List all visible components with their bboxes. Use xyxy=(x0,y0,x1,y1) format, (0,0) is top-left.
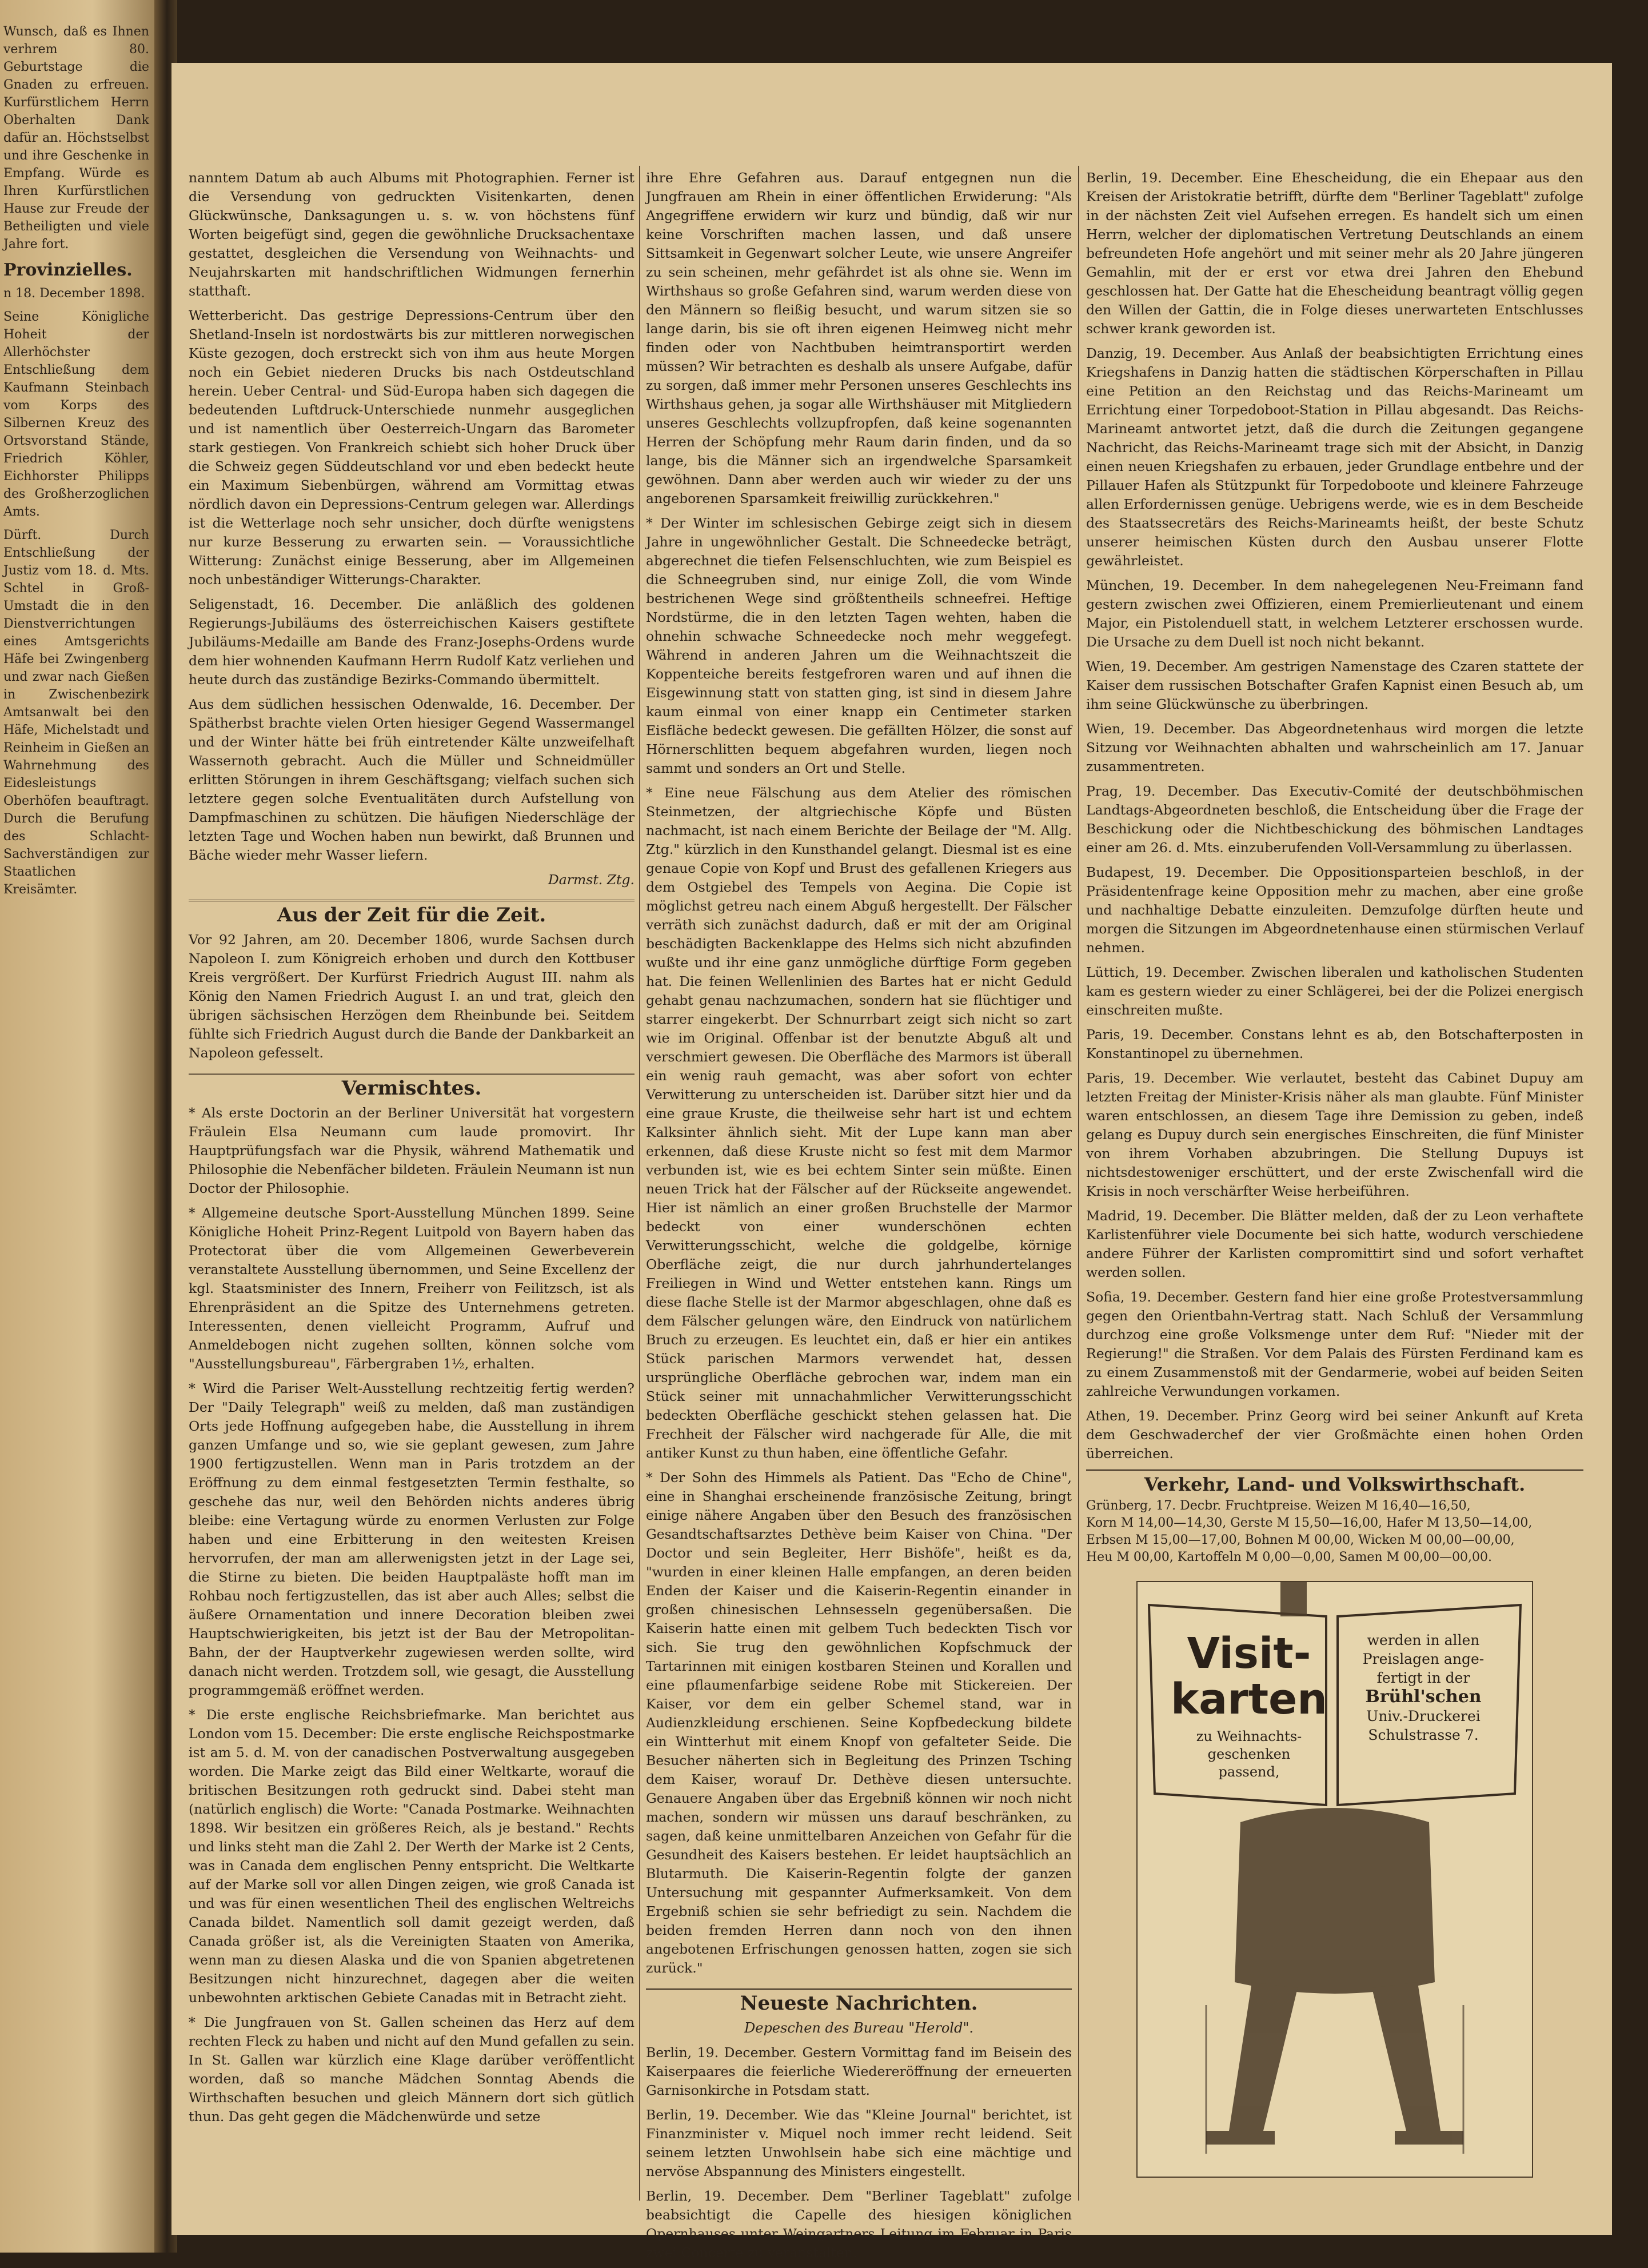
ad-right-panel xyxy=(1343,1631,1503,1744)
left-heading: Provinzielles. xyxy=(3,260,133,280)
figure-leg-left-icon xyxy=(1229,1982,1298,2131)
news-wien-1: Wien, 19. December. Am gestrigen Namenstage des Czaren stattete der Kaiser dem russischen Botschafter Grafen Kapnist einen Besuch ab, um ihm seine Glückwünsche zu überbringen. xyxy=(1086,658,1583,712)
figure-leg-right-icon xyxy=(1372,1982,1440,2131)
column-rule-2 xyxy=(1078,166,1079,2201)
news-berlin-1: Berlin, 19. December. Gestern Vormittag fand im Beisein des Kaiserpaares die feierliche Wiedereröffnung der erneuerten Garnisonkirche in Potsdam statt. xyxy=(646,2045,1072,2098)
article-briefmarke: * Die erste englische Reichsbriefmarke. Man berichtet aus London vom 15. December: Die erste englische Reichspostmarke ist am 5. d. M. von der canadischen Postverwaltung ausgegeben worden. Die Marke zeigt das Bild einer Weltkarte, worauf die britischen Besitzungen roth gedruckt sind. Dabei steht man (natürlich englisch) die Worte: "Canada Postmarke. Weihnachten 1898. Wir besitzen ein größeres Reich, als je bestand." Rechts und links steht man die Zahl 2. Der Werth der Marke ist 2 Cents, was in Canada dem englischen Penny entspricht. Die Weltkarte auf der Marke soll vor allen Dingen zeigen, wie groß Canada ist und was für einen wesentlichen Theil des englischen Weltreichs Canada bildet. Namentlich soll damit gezeigt werden, daß Canada größer ist, als die Vereinigten Staaten von Amerika, wenn man zu diesen Alaska und die von Spanien abgetretenen Besitzungen nicht hinzurechnet, dagegen aber die weiten unbewohnten arktischen Gebiete Canadas mit in Betracht zieht. xyxy=(189,1707,635,2006)
left-date: n 18. December 1898. xyxy=(3,286,145,301)
news-paris-1: Paris, 19. December. Constans lehnt es ab, den Botschafterposten in Konstantinopel zu übernehmen. xyxy=(1086,1027,1583,1061)
shoe-left-icon xyxy=(1206,2131,1275,2145)
article-st-gallen: * Die Jungfrauen von St. Gallen scheinen das Herz auf dem rechten Fleck zu haben und nicht auf den Mund gefallen zu sein. In St. Gallen war kürzlich eine Klage darüber veröffentlicht worden, daß so manche Mädchen Sonntag Abends die Wirthschaften besuchen und gleich Männern dort sich gütlich thun. Das geht gegen die Mädchenwürde und setze xyxy=(189,2014,635,2125)
news-budapest: Budapest, 19. December. Die Oppositionsparteien beschloß, in der Präsidentenfrage keine Opposition mehr zu machen, aber eine große und nachhaltige Debatte einzuleiten. Demzufolge dürften heute und morgen die Sitzungen im Abgeordnetenhause einen stürmischen Verlauf nehmen. xyxy=(1086,864,1583,956)
ad-title-visit: Visit- xyxy=(1187,1629,1311,1678)
market-row: Korn M 14,00—14,30, Gerste M 15,50—16,00, Hafer M 13,50—14,00, xyxy=(1086,1516,1533,1530)
shoe-right-icon xyxy=(1395,2131,1463,2145)
ad-right-line: werden in allen xyxy=(1367,1632,1480,1648)
market-row: Erbsen M 15,00—17,00, Bohnen M 00,00, Wicken M 00,00—00,00, xyxy=(1086,1533,1515,1547)
section-subtitle-herold: Depeschen des Bureau "Herold". xyxy=(744,2020,973,2036)
article-doktorin: * Als erste Doctorin an der Berliner Universität hat vorgestern Fräulein Elsa Neumann cum laude promovirt. Ihr Hauptprüfungsfach war die Physik, während Mathematik und Philosophie die Nebenfächer bildeten. Fräulein Neumann ist nun Doctor der Philosophie. xyxy=(189,1105,635,1196)
article-paris-ausstellung: * Wird die Pariser Welt-Ausstellung rechtzeitig fertig werden? Der "Daily Telegraph" weiß zu melden, daß man zuständigen Orts jede Hoffnung aufgegeben habe, die Ausstellung in ihrem ganzen Umfange und so, wie sie geplant gewesen, zum Jahre 1900 fertigzustellen. Wenn man in Paris trotzdem an der Eröffnung zu dem einmal festgesetzten Termin festhalte, so geschehe das nur, weil den Behörden nichts anderes übrig bleibe: eine Vertagung würde zu enormen Verlusten zur Folge haben und eine Erbitterung in den weitesten Kreisen hervorrufen, der man am allerwenigsten jetzt in der Lage sei, die Stirne zu bieten. Die beiden Hauptpaläste hofft man im Rohbau noch fertigzustellen, das ist aber auch Alles; selbst die äußere Ornamentation und innere Decoration bleiben zwei Hauptschwierigkeiten, bis jetzt ist der Bau der Metropolitan-Bahn, der der Hauptverkehr zugewiesen werden sollte, wird danach nicht werden. Trotzdem soll, wie gesagt, die Ausstellung programmgemäß eröffnet werden. xyxy=(189,1380,635,1698)
article-drucksachen: nanntem Datum ab auch Albums mit Photographien. Ferner ist die Versendung von gedruckten Visitenkarten, denen Glückwünsche, Danksagungen u. s. w. von höchstens fünf Worten beigefügt sind, gegen die gewöhnliche Drucksachentaxe gestattet, desgleichen die Versendung von Weihnachts- und Neujahrskarten mit handschriftlichen Widmungen fernerhin statthaft. xyxy=(189,170,635,299)
news-madrid: Madrid, 19. December. Die Blätter melden, daß der zu Leon verhaftete Karlistenführer viele Documente bei sich hatte, wodurch verschiedene andere Führer der Karlisten compromittirt sind und sofort verhaftet werden sollen. xyxy=(1086,1208,1583,1280)
news-athen: Athen, 19. December. Prinz Georg wird bei seiner Ankunft auf Kreta dem Geschwaderchef der vier Großmächte einen hohen Orden überreichen. xyxy=(1086,1408,1583,1462)
section-title-vermischtes: Vermischtes. xyxy=(189,1073,635,1098)
market-row: Grünberg, 17. Decbr. Fruchtpreise. Weizen M 16,40—16,50, xyxy=(1086,1499,1471,1513)
article-zeit: Vor 92 Jahren, am 20. December 1806, wurde Sachsen durch Napoleon I. zum Königreich erhoben und durch den Kottbuser Kreis vergrößert. Der Kurfürst Friedrich August III. nahm als König den Namen Friedrich August I. an und trat, gleich den übrigen sächsischen Herzögen dem Rheinbunde bei. Seitdem fühlte sich Friedrich August durch die Bande der Dankbarkeit an Napoleon gefesselt. xyxy=(189,932,635,1061)
page-top-margin xyxy=(171,63,1612,160)
ad-left-line: geschenken xyxy=(1207,1746,1291,1762)
news-prag: Prag, 19. December. Das Executiv-Comité der deutschböhmischen Landtags-Abgeordneten beschloß, die Entscheidung über die Frage der Beschickung oder die Nichtbeschickung des böhmischen Landtages einer am 26. d. Mts. einzuberufenden Voll-Versammlung zu überlassen. xyxy=(1086,783,1583,856)
news-danzig: Danzig, 19. December. Aus Anlaß der beabsichtigten Errichtung eines Kriegshafens in Danzig hatten die städtischen Körperschaften in Pillau eine Petition an den Reichstag und das Reichs-Marineamt um Errichtung einer Torpedoboot-Station in Pillau abgesandt. Das Reichs-Marineamt antwortet jetzt, daß die durch die Zeitungen gegangene Nachricht, das Reichs-Marineamt trage sich mit der Absicht, in Danzig einen neuen Kriegshafen zu erbauen, jeder Grundlage entbehre und der Pillauer Hafen als Stützpunkt für Torpedoboote und kleinere Fahrzeuge allen Erfordernissen genüge. Uebrigens werde, wie es in dem Bescheide des Staatssecretärs des Reichs-Marineamts heißt, der beste Schutz unserer heimischen Küsten durch den Ausbau unserer Flotte gewährleistet. xyxy=(1086,345,1583,569)
column-3 xyxy=(1086,169,1583,2178)
news-muenchen: München, 19. December. In dem nahegelegenen Neu-Freimann fand gestern zwischen zwei Offizieren, einem Premierlieutenant und einem Major, ein Pistolenduell statt, in welchem Letzterer erschossen wurde. Die Ursache zu dem Duell ist noch nicht bekannt. xyxy=(1086,577,1583,650)
signature-darmst: Darmst. Ztg. xyxy=(548,872,635,888)
visitenkarten-advertisement xyxy=(1136,1581,1533,2178)
section-title-neueste: Neueste Nachrichten. xyxy=(646,1988,1072,2013)
news-luettich: Lüttich, 19. December. Zwischen liberalen und katholischen Studenten kam es gestern wieder zu einer Schlägerei, bei der die Polizei energisch einschreiten mußte. xyxy=(1086,964,1583,1018)
article-st-gallen-cont: ihre Ehre Gefahren aus. Darauf entgegnen nun die Jungfrauen am Rhein in einer öffentlichen Erwiderung: "Als Angegriffene erwidern wir kurz und bündig, daß wir nur keine Vorschriften machen lassen, und daß unsere Sittsamkeit in Gegenwart solcher Leute, wie unsere Angreifer zu sein scheinen, mehr gefährdet ist als ohne sie. Wenn im Wirthshaus so große Gefahren sind, warum werden diese von den Männern so fleißig besucht, und warum sitzen sie so lange darin, bis sie oft ihren eigenen Heimweg nicht mehr finden oder von Nachtbuben heimtransportirt werden müssen? Wir betrachten es deshalb als unsere Aufgabe, dafür zu sorgen, daß immer mehr Personen unseres Geschlechts ins Wirthshaus gehen, ja sogar alle Wirthshäuser mit Mitgliedern unseres Geschlechts vollzupfropfen, daß keine sogenannten Herren der Schöpfung mehr Raum darin finden, und da so lange, bis die Männer sich an irgendwelche Sparsamkeit gewöhnen. Dann aber werden auch wir wieder zu der uns angeborenen Sparsamkeit freiwillig zurückkehren." xyxy=(646,170,1072,506)
left-page-fragment xyxy=(0,0,154,2253)
ad-right-line: Schulstrasse 7. xyxy=(1368,1727,1479,1743)
news-sofia: Sofia, 19. December. Gestern fand hier eine große Protestversammlung gegen den Orientbahn-Vertrag statt. Nach Schluß der Versammlung durchzog eine große Volksmenge unter dem Ruf: "Nieder mit der Regierung!" die Straßen. Vor dem Palais des Fürsten Ferdinand kam es zu einem Zusammenstoß mit der Gendarmerie, wobei auf beiden Seiten zahlreiche Verwundungen vorkamen. xyxy=(1086,1289,1583,1399)
article-winter: * Der Winter im schlesischen Gebirge zeigt sich in diesem Jahre in ungewöhnlicher Gestalt. Die Schneedecke beträgt, abgerechnet die tiefen Felsenschluchten, wie zum Beispiel es die Schneegruben sind, nur einige Zoll, die vom Winde bestrichenen Wege sind größtentheils schneefrei. Heftige Nordstürme, die in den letzten Tagen wehten, haben die ohnehin schwache Schneedecke noch mehr weggefegt. Während in anderen Jahren um die Weihnachtszeit die Koppenteiche bereits festgefroren waren und auf ihnen die Eisgewinnung statt von statten ging, ist sind in diesem Jahre kaum einmal von einer knapp ein Centimeter starken Eisfläche bedeckt gewesen. Die gefällten Hölzer, die sonst auf Hörnerschlitten bequem abgefahren wurden, liegen noch sammt und sonders an Ort und Stelle. xyxy=(646,515,1072,776)
left-fragment-2: Seine Königliche Hoheit der Allerhöchster Entschließung dem Kaufmann Steinbach vom Korps des Silbernen Kreuz des Ortsvorstand Stände, Friedrich Köhler, Eichhorster Philipps des Großherzoglichen Amts. xyxy=(3,310,149,519)
ad-left-line: passend, xyxy=(1218,1764,1280,1780)
column-1 xyxy=(189,169,635,2132)
column-2 xyxy=(646,169,1072,2268)
ad-left-panel xyxy=(1166,1631,1332,1781)
section-title-zeit: Aus der Zeit für die Zeit. xyxy=(189,900,635,925)
market-section xyxy=(1086,1469,1583,1566)
article-seligenstadt: Seligenstadt, 16. December. Die anläßlich des goldenen Regierungs-Jubiläums des österreichischen Kaisers gestiftete Jubiläums-Medaille am Bande des Franz-Josephs-Ordens wurde dem hier wohnenden Kaufmann Herrn Rudolf Katz verliehen und heute durch das zuständige Bezirks-Commando übermittelt. xyxy=(189,596,635,688)
news-paris-2: Paris, 19. December. Wie verlautet, besteht das Cabinet Dupuy am letzten Freitag der Minister-Krisis näher als man glaubte. Fünf Minister waren entschlossen, an diesem Tage ihre Demission zu geben, indeß gelang es Dupuy durch sein energisches Einschreiten, die fünf Minister von ihrem Vorhaben abzubringen. Die Stellung Dupuys ist nichtsdestoweniger erschüttert, und der erste Zwischenfall wird die Krisis in noch verschärfter Weise herbeiführen. xyxy=(1086,1070,1583,1199)
ad-left-line: zu Weihnachts- xyxy=(1196,1728,1302,1744)
article-sohn-des-himmels: * Der Sohn des Himmels als Patient. Das "Echo de Chine", eine in Shanghai erscheinende französische Zeitung, bringt einige nähere Angaben über den Besuch des französischen Gesandtschaftsarztes Dethève beim Kaiser von China. "Der Doctor und sein Begleiter, Herr Bishöfe", heißt es da, "wurden in einer kleinen Halle empfangen, an deren beiden Enden der Kaiser und die Kaiserin-Regentin einander in großen chinesischen Lehnsesseln gegenübersaßen. Die Kaiserin hatte einen mit gelbem Tuch bedeckten Tisch vor sich. Sie trug den gewöhnlichen Kopfschmuck der Tartarinnen mit einigen kostbaren Steinen und Korallen und eine pflaumenfarbige seidene Robe mit Stickereien. Der Kaiser, vor dem ein gelber Schemel stand, war in Audienzkleidung erschienen. Seine Kopfbedeckung bildete ein Wintterhut mit einem Knopf von gefalteter Seide. Die Besucher näherten sich in Begleitung des Prinzen Tsching dem Kaiser, worauf Dr. Dethève diesen untersuchte. Genauere Angaben über das Ergebniß können wir noch nicht machen, sondern wir müssen uns darauf beschränken, zu sagen, daß keine unmittelbaren Anzeichen von Gefahr für die Gesundheit des Kaisers bestehen. Er leidet hauptsächlich an Blutarmuth. Die Kaiserin-Regentin folgte der ganzen Untersuchung mit gespannter Aufmerksamkeit. Von dem Ergebniß schien sie sehr befriedigt zu sein. Nachdem die beiden fremden Herren dann noch von den ihnen angebotenen Erfrischungen genossen hatten, zogen sie sich zurück." xyxy=(646,1470,1072,1976)
ad-right-line: Preislagen ange- xyxy=(1362,1651,1485,1667)
ad-title-karten: karten xyxy=(1171,1675,1327,1724)
newspaper-page xyxy=(171,63,1612,2261)
article-sport: * Allgemeine deutsche Sport-Ausstellung München 1899. Seine Königliche Hoheit Prinz-Regent Luitpold von Bayern haben das Protectorat über die vom Allgemeinen Gewerbeverein veranstaltete Ausstellung übernommen, und Seine Excellenz der kgl. Staatsminister des Innern, Freiherr von Feilitzsch, ist als Ehrenpräsident an die Spitze des Unternehmens getreten. Interessenten, denen vielleicht Programm, Aufruf und Anmeldebogen nicht zugehen sollten, können solche vom "Ausstellungsbureau", Färbergraben 1½, erhalten. xyxy=(189,1205,635,1372)
ad-right-line: Univ.-Druckerei xyxy=(1366,1708,1481,1724)
article-faelschung: * Eine neue Fälschung aus dem Atelier des römischen Steinmetzen, der altgriechische Köpfe und Büsten nachmacht, ist nach einem Berichte der Beilage der "M. Allg. Ztg." kürzlich in den Kunsthandel gelangt. Diesmal ist es eine genaue Copie von Kopf und Brust des gefallenen Kriegers aus dem Ostgiebel des Tempels von Aegina. Die Copie ist möglichst getreu nach einem Abguß hergestellt. Der Fälscher verräth sich zunächst dadurch, daß er mit der am Original beschädigten Backenklappe des Helms sich nicht abzufinden wußte und ihr eine ganz unmögliche dürftige Form gegeben hat. Die feinen Wellenlinien des Bartes hat er nicht Geduld gehabt genau nachzumachen, sondern hat sie flüchtiger und starrer eingekerbt. Der Schnurrbart zeigt sich nicht so zart wie im Original. Offenbar ist der benutzte Abguß alt und verschmiert gewesen. Die Oberfläche des Marmors ist überall ein wenig rauh gemacht, was aber sofort von echter Verwitterung zu unterscheiden ist. Darüber sitzt hier und da eine graue Kruste, die theilweise sehr hart ist und echtem Kalksinter ähnlich sieht. Mit der Lupe kann man aber erkennen, daß diese Kruste nicht so fest mit dem Marmor verbunden ist, wie es bei echtem Sinter sein müßte. Einen neuen Trick hat der Fälscher auf der Rückseite angewendet. Hier ist nämlich an einer großen Bruchstelle der Marmor bedeckt von einer wunderschönen echten Verwitterungsschicht, welche die goldgelbe, körnige Oberfläche zeigt, die nur durch jahrhundertelanges Freiliegen in Wind und Wetter entstehen kann. Rings um diese flache Stelle ist der Marmor abgeschlagen, ohne daß es dem Fälscher gelungen wäre, den Eindruck von natürlichem Bruch zu erzeugen. Es leuchtet ein, daß er hier ein antikes Stück parischen Marmors verwendet hat, dessen ursprüngliche Oberfläche gebrochen war, indem man ein Stück seiner mit unnachahmlicher Verwitterungsschicht bedeckten Oberfläche geschickt stehen gelassen hat. Die Frechheit der Fälscher wird nachgerade für Alle, die mit antiker Kunst zu thun haben, eine öffentliche Gefahr. xyxy=(646,785,1072,1461)
ad-printer-name: Brühl'schen xyxy=(1365,1687,1482,1707)
article-odenwald: Aus dem südlichen hessischen Odenwalde, 16. December. Der Spätherbst brachte vielen Orten hiesiger Gegend Wassermangel und der Winter hätte bei früh eintretender Kälte unzweifelhaft Wassernoth gebracht. Auch die Müller und Schneidmüller erlitten Störungen in ihrem Geschäftsgang; vielfach suchen sich letztere gegen solche Eventualitäten durch Aufstellung von Dampfmaschinen zu schützen. Die häufigen Niederschläge der letzten Tage und Wochen haben nun bewirkt, daß Brunnen und Bäche wieder mehr Wasser liefern. xyxy=(189,696,635,863)
news-berlin-4: Berlin, 19. December. Eine Ehescheidung, die ein Ehepaar aus den Kreisen der Aristokratie betrifft, dürfte dem "Berliner Tageblatt" zufolge in der nächsten Zeit viel Aufsehen erregen. Es handelt sich um einen Herrn, welcher der diplomatischen Vertretung Deutschlands an einem befreundeten Hofe angehört und mit seiner mehr als 20 Jahre jüngeren Gemahlin, mit der er erst vor etwa drei Jahren den Ehebund geschlossen hat. Der Gatte hat die Ehescheidung beantragt völlig gegen den Willen der Gattin, die in Folge dieses unerwarteten Entschlusses schwer krank geworden ist. xyxy=(1086,170,1583,337)
left-fragment-3: Dürft. Durch Entschließung der Justiz vom 18. d. Mts. Schtel in Groß-Umstadt die in den Dienstverrichtungen eines Amtsgerichts Häfe bei Zwingenberg und zwar nach Gießen in Zwischenbezirk Amtsanwalt bei den Häfe, Michelstadt und Reinheim in Gießen an Wahrnehmung des Eidesleistungs Oberhöfen beauftragt. Durch die Berufung des Schlacht-Sachverständigen zur Staatlichen Kreisämter. xyxy=(3,528,149,897)
hat-icon xyxy=(1280,1582,1307,1616)
left-page-column xyxy=(3,23,149,904)
figure-body-icon xyxy=(1235,1808,1435,1994)
news-berlin-2: Berlin, 19. December. Wie das "Kleine Journal" berichtet, ist Finanzminister v. Miquel noch immer recht leidend. Seit seinem letzten Unwohlsein habe sich eine mächtige und nervöse Abspannung des Ministers eingestellt. xyxy=(646,2107,1072,2179)
left-fragment-1: Wunsch, daß es Ihnen verhrem 80. Geburtstage die Gnaden zu erfreuen. Kurfürstlichem Herrn Oberhalten Dank dafür an. Höchstselbst und ihre Geschenke in Empfang. Würde es Ihren Kurfürstlichen Hause zur Freude der Betheiligten und viele Jahre fort. xyxy=(3,25,149,251)
article-wetterbericht: Wetterbericht. Das gestrige Depressions-Centrum über den Shetland-Inseln ist nordostwärts bis zur mittleren norwegischen Küste gezogen, doch erstreckt sich von ihm aus heute Morgen noch ein Gebiet niederen Drucks bis nach Ostdeutschland herein. Ueber Central- und Süd-Europa haben sich dagegen die bedeutenden Luftdruck-Unterschiede nunmehr ausgeglichen und ist namentlich über Oesterreich-Ungarn das Barometer stark gestiegen. Von Frankreich schiebt sich hoher Druck über die Schweiz gegen Süddeutschland vor und eben bedeckt heute ein Maximum Siebenbürgen, während am Vormittag etwas nördlich davon ein Depressions-Centrum gelegen war. Allerdings ist die Wetterlage noch sehr unsicher, doch dürfte wenigstens nur kurze Besserung zu erwarten sein. — Voraussichtliche Witterung: Zunächst einige Besserung, aber im Allgemeinen noch unbeständiger Witterungs-Charakter. xyxy=(189,308,635,588)
market-row: Heu M 00,00, Kartoffeln M 0,00—0,00, Samen M 00,00—00,00. xyxy=(1086,1550,1493,1564)
news-wien-2: Wien, 19. December. Das Abgeordnetenhaus wird morgen die letzte Sitzung vor Weihnachten abhalten und wahrscheinlich am 17. Januar zusammentreten. xyxy=(1086,721,1583,774)
ad-right-line: fertigt in der xyxy=(1376,1670,1470,1686)
column-rule-1 xyxy=(639,166,640,2201)
news-berlin-3: Berlin, 19. December. Dem "Berliner Tageblatt" zufolge beabsichtigt die Capelle des hiesigen königlichen Opernhauses unter Weingartners Leitung im Februar in Paris zwei Concerte zu veranstalten. xyxy=(646,2188,1072,2261)
market-title: Verkehr, Land- und Volkswirthschaft. xyxy=(1144,1474,1526,1495)
